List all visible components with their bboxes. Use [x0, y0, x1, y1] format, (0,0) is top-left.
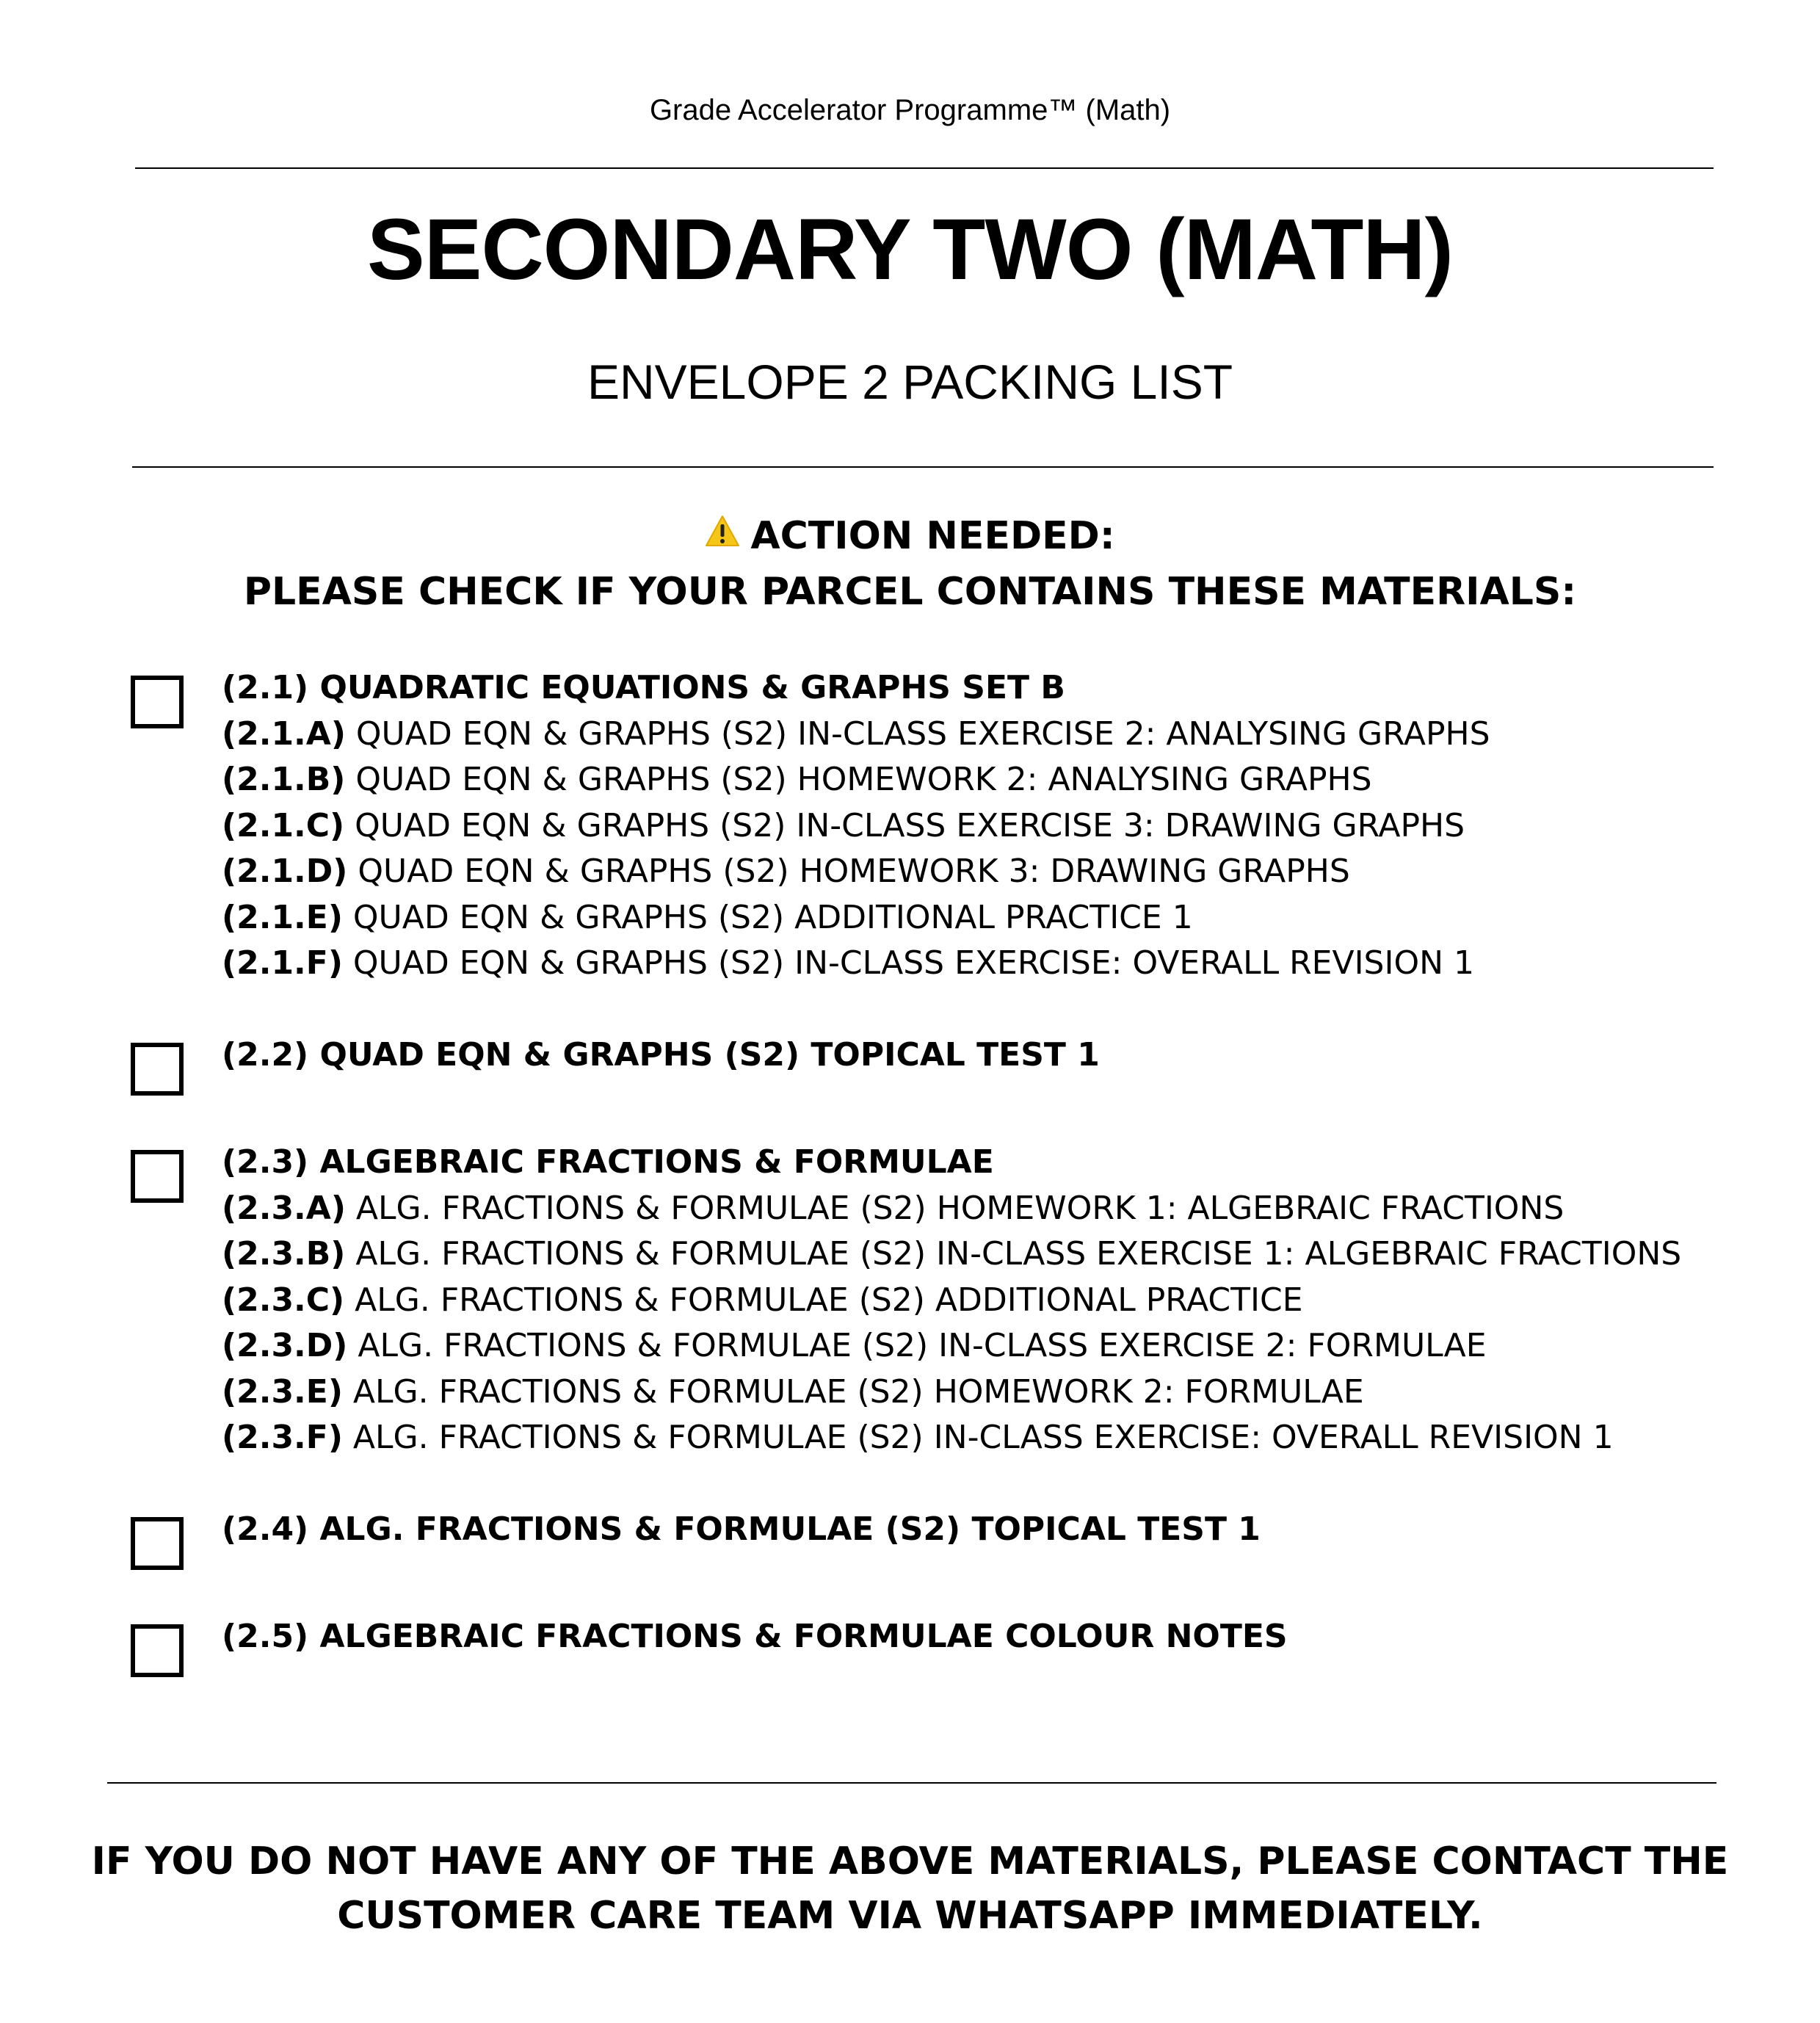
item-code: (2.1.F): [222, 944, 343, 982]
warning-icon: [705, 515, 740, 547]
item-text: QUAD EQN & GRAPHS (S2) HOMEWORK 2: ANALYSING GRAPHS: [345, 761, 1372, 798]
page-subtitle: ENVELOPE 2 PACKING LIST: [587, 355, 1233, 409]
footer-notice: [0, 1834, 1820, 1943]
section-title: (2.5) ALGEBRAIC FRACTIONS & FORMULAE COLOUR NOTES: [222, 1618, 1288, 1655]
list-item: [222, 1369, 1681, 1416]
action-instruction: PLEASE CHECK IF YOUR PARCEL CONTAINS THESE MATERIALS:: [243, 570, 1577, 614]
item-code: (2.3.A): [222, 1189, 346, 1227]
list-item: [222, 1415, 1681, 1461]
item-text: QUAD EQN & GRAPHS (S2) IN-CLASS EXERCISE: OVERALL REVISION 1: [342, 944, 1474, 982]
section-content: [222, 1614, 1288, 1660]
item-code: (2.3.F): [222, 1419, 343, 1456]
item-code: (2.3.B): [222, 1235, 346, 1273]
list-item: [222, 1323, 1681, 1369]
item-text: QUAD EQN & GRAPHS (S2) IN-CLASS EXERCISE 3: DRAWING GRAPHS: [344, 806, 1465, 844]
section-title: (2.3) ALGEBRAIC FRACTIONS & FORMULAE: [222, 1143, 994, 1181]
footer-line-2: CUSTOMER CARE TEAM VIA WHATSAPP IMMEDIATELY.: [337, 1894, 1483, 1938]
list-item: [222, 941, 1490, 987]
section-content: [222, 1140, 1681, 1461]
section-content: [222, 1032, 1100, 1079]
item-code: (2.3.D): [222, 1327, 348, 1364]
footer-line-1: IF YOU DO NOT HAVE ANY OF THE ABOVE MATERIALS, PLEASE CONTACT THE: [91, 1839, 1729, 1883]
checkbox-2-1[interactable]: [131, 676, 184, 728]
list-item: [222, 1278, 1681, 1324]
item-code: (2.1.E): [222, 898, 343, 936]
item-text: ALG. FRACTIONS & FORMULAE (S2) HOMEWORK 2: FORMULAE: [342, 1372, 1364, 1411]
item-text: ALG. FRACTIONS & FORMULAE (S2) IN-CLASS EXERCISE 1: ALGEBRAIC FRACTIONS: [345, 1235, 1682, 1273]
item-text: QUAD EQN & GRAPHS (S2) HOMEWORK 3: DRAWING GRAPHS: [347, 853, 1350, 890]
divider-bottom: [107, 1782, 1716, 1784]
header-note: Grade Accelerator Programme™ (Math): [649, 94, 1171, 126]
item-text: ALG. FRACTIONS & FORMULAE (S2) IN-CLASS EXERCISE: OVERALL REVISION 1: [342, 1419, 1614, 1456]
list-item: [222, 803, 1490, 850]
list-item: [222, 895, 1490, 941]
item-text: ALG. FRACTIONS & FORMULAE (S2) HOMEWORK 1: ALGEBRAIC FRACTIONS: [345, 1189, 1565, 1227]
section-title: (2.1) QUADRATIC EQUATIONS & GRAPHS SET B: [222, 669, 1065, 706]
section-title: (2.4) ALG. FRACTIONS & FORMULAE (S2) TOPICAL TEST 1: [222, 1510, 1261, 1548]
item-text: ALG. FRACTIONS & FORMULAE (S2) ADDITIONAL PRACTICE: [344, 1281, 1303, 1319]
action-heading: [0, 514, 1820, 558]
item-code: (2.3.E): [222, 1372, 343, 1411]
section-title: (2.2) QUAD EQN & GRAPHS (S2) TOPICAL TEST 1: [222, 1036, 1100, 1074]
checkbox-2-2[interactable]: [131, 1043, 184, 1096]
item-text: ALG. FRACTIONS & FORMULAE (S2) IN-CLASS EXERCISE 2: FORMULAE: [347, 1327, 1487, 1364]
checkbox-2-3[interactable]: [131, 1150, 184, 1203]
item-code: (2.1.C): [222, 806, 345, 844]
divider-middle: [132, 466, 1714, 468]
section-content: [222, 665, 1490, 987]
list-item: [222, 849, 1490, 895]
list-item: [222, 757, 1490, 803]
checkbox-2-5[interactable]: [131, 1624, 184, 1677]
item-code: (2.1.B): [222, 761, 346, 798]
list-item: [222, 712, 1490, 758]
list-item: [222, 1186, 1681, 1232]
list-item: [222, 1231, 1681, 1278]
action-title: ACTION NEEDED:: [750, 514, 1115, 558]
item-code: (2.3.C): [222, 1281, 345, 1319]
section-content: [222, 1507, 1261, 1553]
item-code: (2.1.A): [222, 714, 346, 753]
divider-top: [135, 167, 1714, 169]
item-text: QUAD EQN & GRAPHS (S2) ADDITIONAL PRACTICE 1: [342, 898, 1193, 936]
item-code: (2.1.D): [222, 853, 348, 890]
item-text: QUAD EQN & GRAPHS (S2) IN-CLASS EXERCISE 2: ANALYSING GRAPHS: [345, 714, 1490, 753]
checkbox-2-4[interactable]: [131, 1517, 184, 1570]
page-title: SECONDARY TWO (MATH): [367, 201, 1453, 298]
